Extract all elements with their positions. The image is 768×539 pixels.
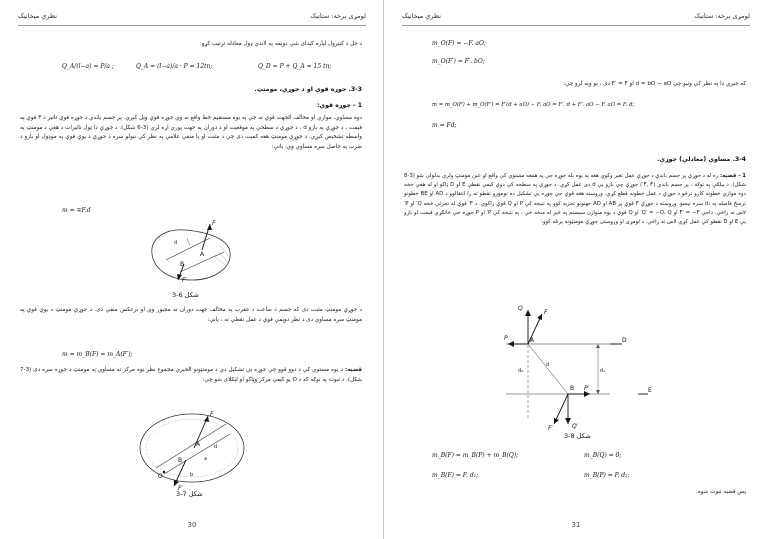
fig3-label-f: F xyxy=(544,309,548,316)
equation-right-3: m = m_O(F) + m_O(F′) = F′(d + aO) − F. aO = F′. d + F′. aO − F. aO = F. d; xyxy=(432,102,635,108)
figure-3-7-caption: 3-7 شکل xyxy=(176,490,203,498)
equation-right-5a: m_B(F) = m_B(P) + m_B(Q); xyxy=(432,452,519,459)
right-header-rule xyxy=(402,25,750,26)
left-header-book-title: نظري میخانیک xyxy=(18,12,58,20)
fig3-label-fprime: F′ xyxy=(548,425,553,432)
section-heading-3-3: 3-3. جوړه قوې او د جوړې، مومنټ. xyxy=(254,86,362,93)
equation-moment-couple: m = ∓F.d xyxy=(62,207,91,214)
fig2-label-fprime: F′ xyxy=(178,485,183,492)
right-page-header xyxy=(402,12,750,24)
figure-3-7 xyxy=(134,402,250,492)
fig3-label-a: A xyxy=(530,337,535,344)
fig2-label-o: O xyxy=(158,473,163,480)
figure-3-8-caption: 3-8 شکل xyxy=(564,432,591,440)
fig1-label-fprime: F′ xyxy=(182,277,187,284)
fig3-label-d1: d₁ xyxy=(600,368,606,374)
left-page-number: 30 xyxy=(187,521,197,529)
equation-intro-2: Q_A = (l−a)/a · P = 12tn; xyxy=(136,63,213,70)
fig2-label-d: d xyxy=(214,444,218,450)
equation-intro-1: Q_A/(l−a) = P/a ; xyxy=(62,63,114,70)
subsection-heading-couple: 1 - جوړه قوې: xyxy=(317,102,362,109)
proof-conclusion: پس قضیه ثبوت شوه: xyxy=(695,489,746,495)
paragraph-couple-definition: دوه مساوي، موازي او مخالف الجهت قوې ته چي په یوه مستقیم خط واقع نه وي جوړه قوې ویل کیږي. پر جسم باندي د جوړه قوې تاثیر د F قوې په قیمت ، د جوړې په بازو d ، د جوړې د سطحې په موقعیت او د دوران په جهت پوري اړه لري (3-6 شکل). د جوړې دا ټول تاثیرات د هغې د مومنټ په واسطه تشخیص کیږي. د جوړې مومنټ هغه کمیت دی چي د مثبت او یا منفي علامې په نظر کي نیولو سره د جوړې د یوې قوې په موډول او بازو د ضرب په حاصل سره مساوي وي، یانې: xyxy=(20,115,363,150)
fig1-label-d: d xyxy=(174,240,178,246)
intro-text: د حل د کنټرول لپاره کیدای شي دوېمه په لاندي ډول معادله ترتیب کړو: xyxy=(199,41,362,47)
figure-3-8 xyxy=(498,300,658,432)
fig1-label-f: F xyxy=(212,220,216,227)
theorem-text: د یوه مستوي کي د دوو قوو جي جوړه یې تشکیل دي د مومنټونو الجبري مجموع نظر یوه مرکز ته مساوي په مومنټ د جوړه سره دی (3-7 شکل). د ثبوت په توګه که د O یو کیفي مرکز وټاکو او لیکلای شو چي: xyxy=(20,367,362,383)
fig2-label-a-small: a xyxy=(204,456,208,462)
paragraph-couple-sign: د جوړې مومنټ مثبت دی که جسم د ساعت د عقرب په مخالف جهت دوران ته مجبور وي او برعکس منفي دی. د جوړې مومنټ د یوې قوې په مومنټ سره مساوي دی د نظر دوېمې قوې د عمل نقطې ته ، یانې: xyxy=(20,307,362,323)
theorem-1-text: ره له د جوړې پر جسم باندې د جوړې عمل تغیر وکوي هغه په یوه بله جوړه جي په همغه مستوي کي واقع او عین مومنټ ولري بدلولی شو (3-8 شکل). د بیلګې په توګه ، پر جسم باندي (F, F′) جوړې چي بازو یې d دی عمل کړي. د جوړې په سطحه کي دوې کیفي نقطې E او D ټاکو او له هغې خخه دوه موازي خطونه کاږو ترڅو د جوړې د عمل خطونه قطع کړي. وروسته هغه قوې جي جوړه یې تشکیل ده نومورو نقطو ته را انتقالوو د AD او BE خطونو ترمنځ فاصله په d₁ سره نیسو. وروسته د جوړې F قوې پر AB او AD جهتونو تجزیه کوو په نتیجه کي P او Q قوې راکوي. د F′ قوې له تجزئې څخه Q′ او P′ لاس ته راځي. داجي F′ = −F او Q′ = −Q، Q′ او Q قوې د یوه متوازن سیستم په څیر له منځه ځي ، په نتیجه کي P′ او P جوړه جي څانګړي قیمت او بازو یې E او D نقطو کي عمل کړي لاس ته راځي. د لومړی او وروستی جوړې مومنټونه پرتله کوو: xyxy=(404,173,746,226)
equation-right-2: m_O(F′) = F′. bO; xyxy=(432,58,485,65)
fig1-label-a: A xyxy=(200,251,205,258)
fig1-label-b: B xyxy=(180,261,185,268)
right-header-part-title: لومړی برخه: ستاتیک xyxy=(694,12,750,20)
right-page xyxy=(384,0,768,539)
fig2-label-b-small: b xyxy=(190,472,194,478)
equation-moment-about-point: m = m_B(F) = m_A(F′); xyxy=(62,351,133,358)
fig3-label-d-small: d xyxy=(546,362,550,368)
fig3-label-d: D xyxy=(622,337,627,344)
figure-3-6 xyxy=(140,216,250,292)
equation-right-6b: m_B(P) = P. d₂; xyxy=(584,472,630,479)
paragraph-theorem xyxy=(20,366,362,385)
right-page-number: 31 xyxy=(571,521,581,529)
fig2-label-f: F xyxy=(210,411,214,418)
figure-3-6-caption: 3-6 شکل xyxy=(172,291,199,299)
fig2-label-a: A xyxy=(196,441,201,448)
left-page-header xyxy=(18,12,366,24)
section-heading-3-4: 3-4. مساوي (معادلې) جوړې. xyxy=(657,156,746,163)
left-header-part-title: لومړی برخه: ستاتیک xyxy=(310,12,366,20)
equation-right-1: m_O(F) = −F. aO; xyxy=(432,40,486,47)
fig3-label-q: Q xyxy=(518,305,523,312)
theorem-label: قضیه: xyxy=(344,367,362,373)
paragraph-substitution: که جبري دا په نظر کي ونیو چي d = bO − aO او F′ = F دی ، نو وبه لرو چي: xyxy=(563,81,746,87)
fig3-label-e: E xyxy=(648,387,652,394)
fig3-label-qprime: Q′ xyxy=(572,423,579,430)
paragraph-equivalent-couples xyxy=(404,172,746,227)
equation-right-4: m = Fd; xyxy=(432,122,457,129)
fig3-label-b: B xyxy=(570,385,575,392)
fig2-label-b: B xyxy=(178,457,183,464)
fig3-label-p: P xyxy=(504,335,508,342)
left-header-rule xyxy=(18,25,366,26)
fig3-label-d2: d₂ xyxy=(518,368,524,374)
equation-intro-3: Q_D = P + Q_A = 15 tn; xyxy=(258,63,332,70)
equation-right-6a: m_B(F) = F. d₁; xyxy=(432,472,479,479)
equation-right-5b: m_B(Q) = 0; xyxy=(584,452,622,459)
theorem-1-label: 1 - قضیه: xyxy=(720,173,747,179)
right-header-book-title: نظري میخانیک xyxy=(402,12,442,20)
fig3-label-pprime: P′ xyxy=(584,385,589,392)
